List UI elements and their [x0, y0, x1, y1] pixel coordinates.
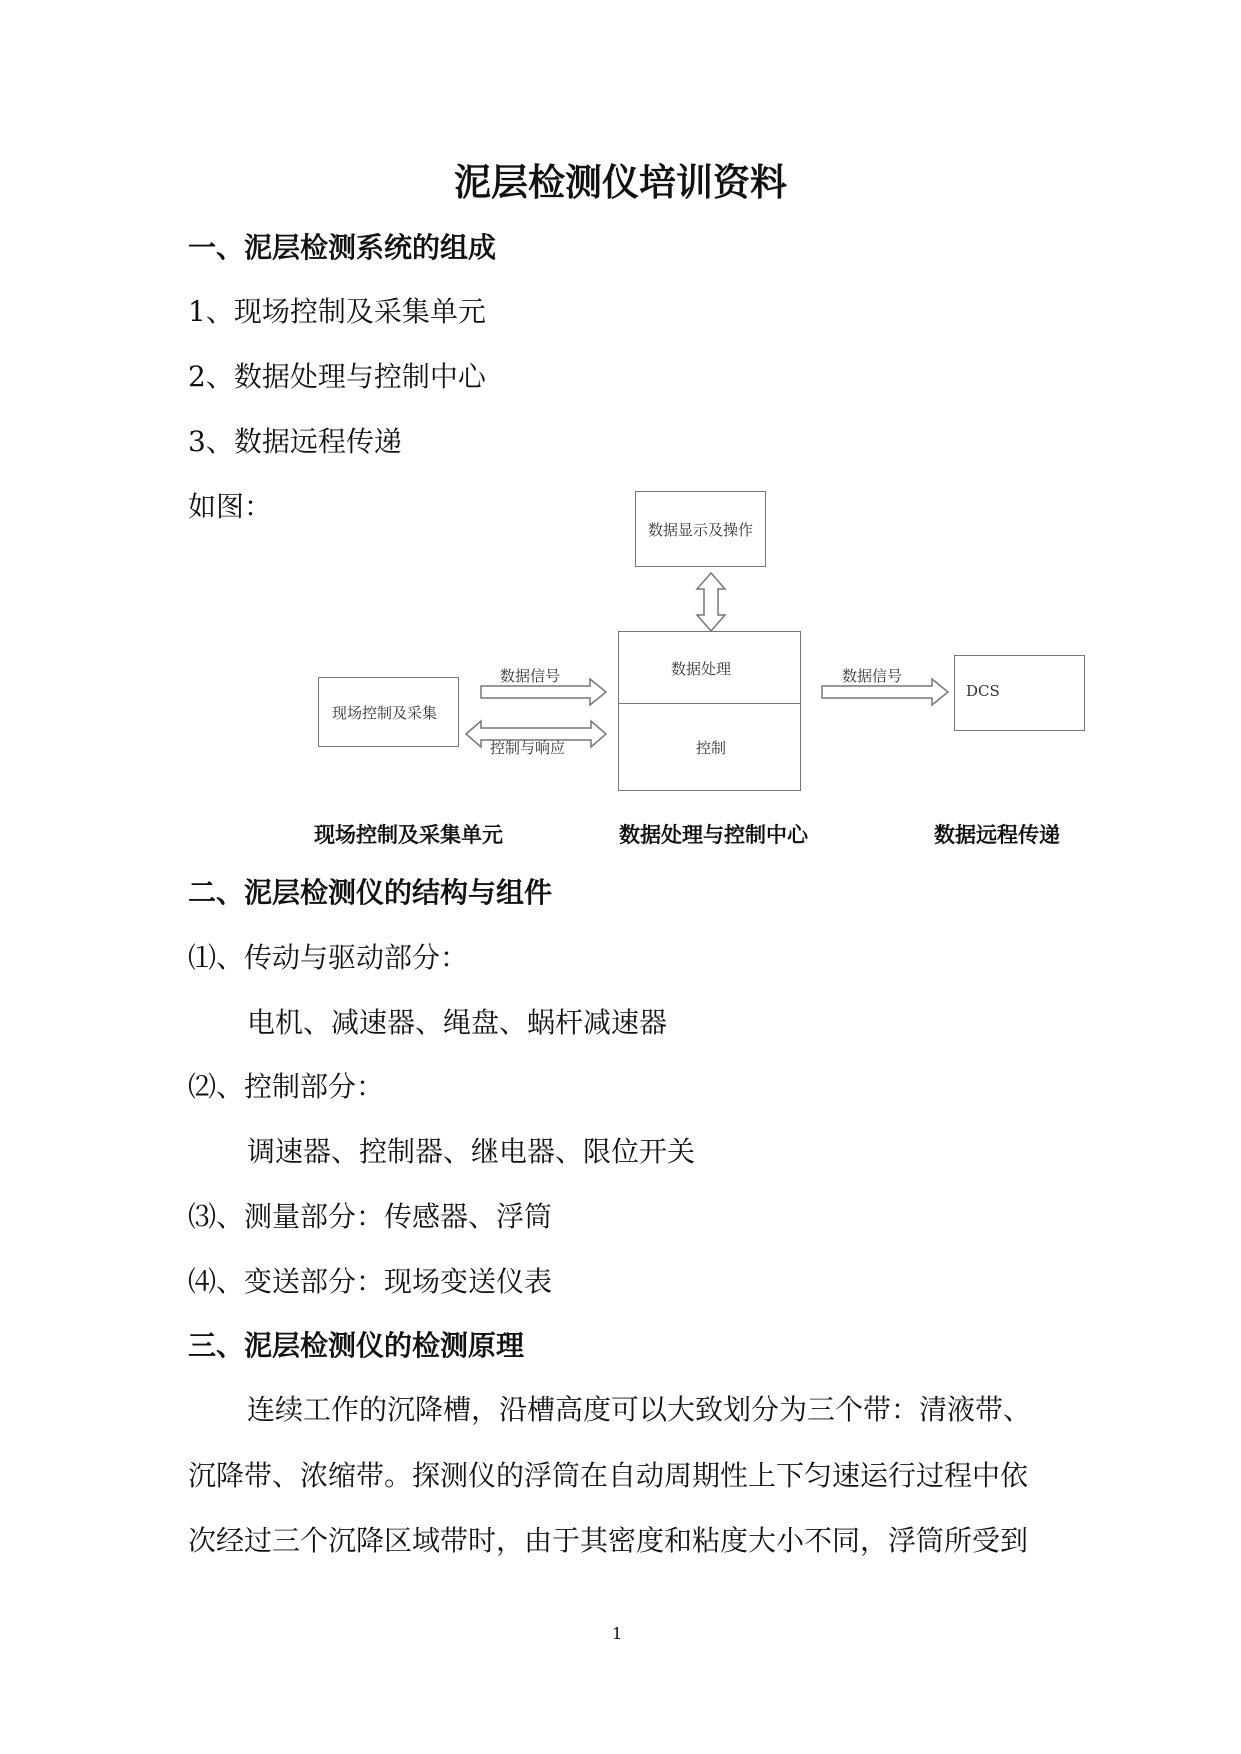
caption-processing-center: 数据处理与控制中心: [619, 822, 808, 847]
box-divider: [619, 703, 800, 704]
component-detail: 电机、减速器、绳盘、蜗杆减速器: [247, 1006, 668, 1039]
processing-control-box: [618, 631, 801, 791]
component-label: ⑵、控制部分：: [188, 1070, 385, 1103]
list-item: 2、数据处理与控制中心: [188, 360, 486, 393]
component-detail: 调速器、控制器、继电器、限位开关: [247, 1135, 696, 1168]
paragraph-line: 连续工作的沉降槽，沿槽高度可以大致划分为三个带：清液带、: [247, 1393, 1032, 1426]
list-item: 1、现场控制及采集单元: [188, 295, 486, 328]
double-arrow-vertical: [697, 573, 725, 631]
display-operation-box: [635, 491, 766, 567]
figure-intro: 如图：: [188, 490, 273, 523]
page-title: 泥层检测仪培训资料: [454, 160, 787, 204]
component-label: ⑴、传动与驱动部分：: [188, 941, 469, 974]
control-label: 控制: [696, 739, 727, 757]
signal-label-right: 数据信号: [842, 667, 903, 685]
page-number: 1: [612, 1624, 623, 1643]
field-control-box: [318, 677, 459, 747]
dcs-box: [954, 655, 1085, 731]
component-label: ⑶、测量部分：传感器、浮筒: [188, 1200, 553, 1233]
processing-label: 数据处理: [671, 660, 732, 678]
section-2-heading: 二、泥层检测仪的结构与组件: [188, 876, 553, 909]
caption-field-unit: 现场控制及采集单元: [314, 822, 503, 847]
paragraph-line: 次经过三个沉降区域带时，由于其密度和粘度大小不同，浮筒所受到: [188, 1524, 1029, 1557]
signal-label-left: 数据信号: [500, 667, 561, 685]
section-3-heading: 三、泥层检测仪的检测原理: [188, 1329, 525, 1362]
response-label: 控制与响应: [490, 739, 566, 757]
component-label: ⑷、变送部分：现场变送仪表: [188, 1265, 553, 1298]
dcs-label: DCS: [966, 682, 1000, 700]
list-item: 3、数据远程传递: [188, 425, 402, 458]
paragraph-line: 沉降带、浓缩带。探测仪的浮筒在自动周期性上下匀速运行过程中依: [188, 1459, 1029, 1492]
field-control-label: 现场控制及采集: [332, 704, 438, 722]
section-1-heading: 一、泥层检测系统的组成: [188, 231, 497, 264]
display-operation-label: 数据显示及操作: [648, 521, 754, 539]
caption-remote-transfer: 数据远程传递: [934, 822, 1060, 847]
